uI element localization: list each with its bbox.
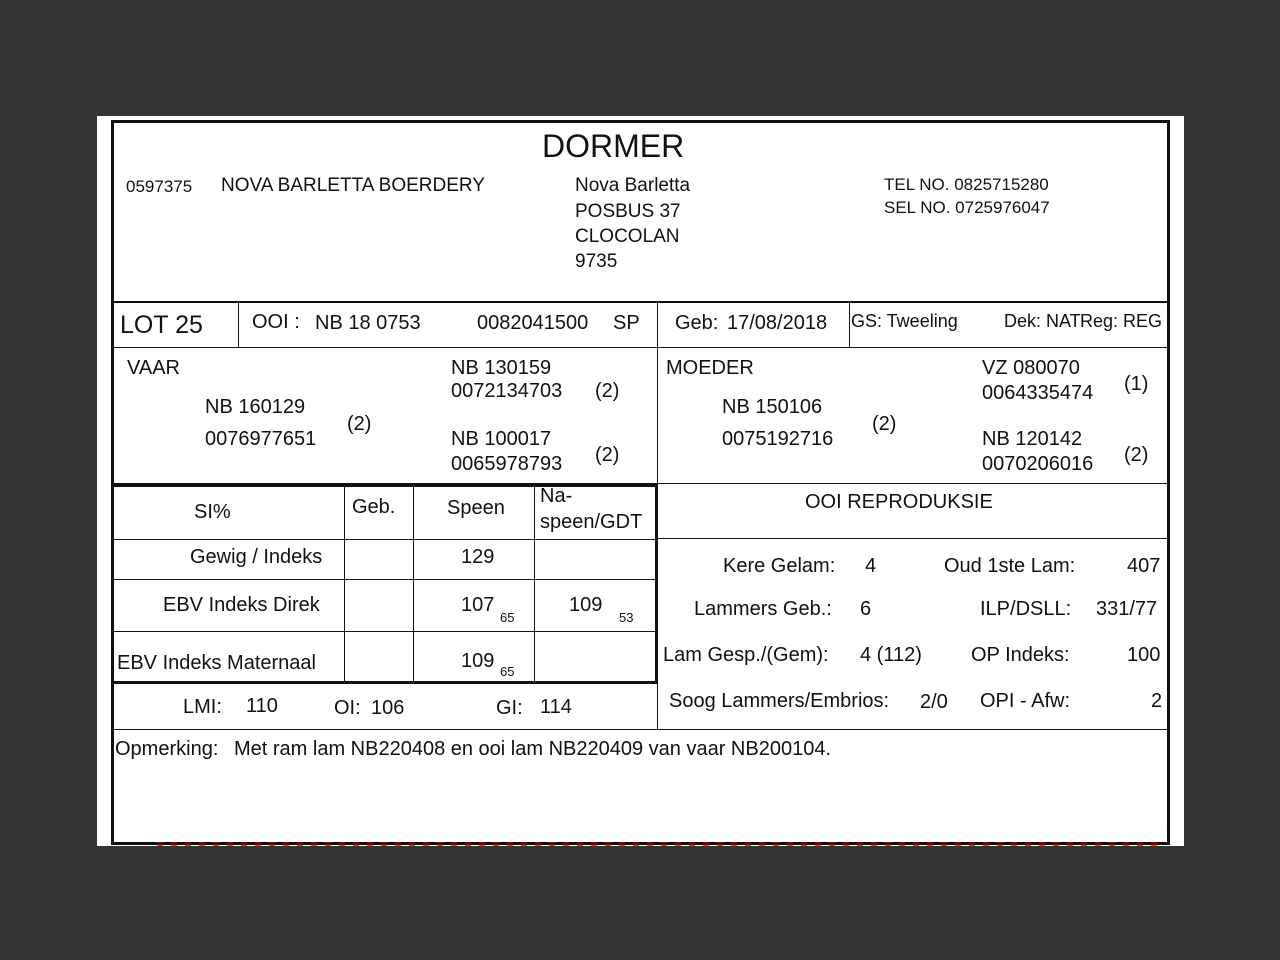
ilp-value: 331/77	[1096, 598, 1158, 620]
sel-number: SEL NO. 0725976047	[884, 198, 1050, 217]
maternaal-speen: 109	[461, 650, 495, 672]
vaar-sire-count: (2)	[595, 380, 620, 402]
address-line-4: 9735	[575, 251, 618, 272]
ooi-code: SP	[613, 312, 640, 334]
col-header-naspeen-2: speen/GDT	[540, 511, 643, 533]
row-label-gewig: Gewig / Indeks	[190, 546, 323, 568]
gs-status: GS: Tweeling	[851, 311, 958, 331]
lam-gesp-value: 4 (112)	[860, 644, 922, 666]
direk-speen-sub: 65	[500, 610, 515, 625]
owner-number: 0597375	[126, 177, 193, 196]
owner-name: NOVA BARLETTA BOERDERY	[221, 175, 485, 196]
lmi-value: 110	[246, 695, 278, 717]
oud-value: 407	[1127, 555, 1161, 577]
direk-naspeen: 109	[569, 594, 603, 616]
op-value: 100	[1127, 644, 1161, 666]
opmerking-label: Opmerking:	[115, 738, 219, 760]
vaar-dam-number: 0065978793	[451, 453, 563, 475]
moeder-dam-number: 0070206016	[982, 453, 1094, 475]
moeder-sire-count: (1)	[1124, 373, 1149, 395]
ooi-id: NB 18 0753	[315, 312, 421, 334]
address-line-3: CLOCOLAN	[575, 226, 680, 247]
row-label-direk: EBV Indeks Direk	[163, 594, 320, 616]
lot-card	[97, 116, 1184, 846]
kere-gelam-label: Kere Gelam:	[723, 555, 836, 577]
col-header-naspeen-1: Na-	[540, 485, 573, 507]
soog-label: Soog Lammers/Embrios:	[669, 690, 890, 712]
vaar-sire-number: 0072134703	[451, 380, 563, 402]
dek-status: Dek: NAT	[1004, 311, 1081, 331]
vaar-dam-id: NB 100017	[451, 428, 552, 450]
geb-label: Geb:	[675, 312, 719, 334]
maternaal-speen-sub: 65	[500, 664, 515, 679]
ooi-number: 0082041500	[477, 312, 589, 334]
vaar-sire-id: NB 130159	[451, 357, 552, 379]
breed-title: DORMER	[542, 128, 685, 164]
lam-gesp-label: Lam Gesp./(Gem):	[663, 644, 829, 666]
moeder-number: 0075192716	[722, 428, 834, 450]
vaar-dam-count: (2)	[595, 444, 620, 466]
reg-status: Reg: REG	[1080, 311, 1163, 331]
ilp-label: ILP/DSLL:	[980, 598, 1072, 620]
address-line-1: Nova Barletta	[575, 175, 691, 196]
kere-gelam-value: 4	[865, 555, 877, 577]
moeder-label: MOEDER	[666, 357, 754, 379]
col-header-si: SI%	[194, 501, 231, 523]
moeder-dam-id: NB 120142	[982, 428, 1083, 450]
lammers-geb-value: 6	[860, 598, 872, 620]
geb-date: 17/08/2018	[727, 312, 828, 334]
oi-value: 106	[371, 697, 405, 719]
cut-off-text-line	[157, 842, 1157, 846]
vaar-label: VAAR	[127, 357, 180, 379]
moeder-count: (2)	[872, 413, 897, 435]
opi-value: 2	[1151, 690, 1163, 712]
lmi-label: LMI:	[183, 696, 222, 718]
col-header-geb: Geb.	[352, 496, 396, 518]
reproduksie-title: OOI REPRODUKSIE	[805, 491, 993, 513]
ooi-label: OOI :	[252, 311, 300, 333]
vaar-count: (2)	[347, 413, 372, 435]
op-label: OP Indeks:	[971, 644, 1070, 666]
soog-value: 2/0	[920, 691, 948, 713]
oud-label: Oud 1ste Lam:	[944, 555, 1076, 577]
oi-label: OI:	[334, 697, 361, 719]
moeder-dam-count: (2)	[1124, 444, 1149, 466]
gi-label: GI:	[496, 697, 523, 719]
vaar-number: 0076977651	[205, 428, 317, 450]
tel-number: TEL NO. 0825715280	[884, 175, 1049, 194]
direk-naspeen-sub: 53	[619, 610, 634, 625]
gi-value: 114	[540, 696, 572, 718]
col-header-speen: Speen	[447, 497, 505, 519]
direk-speen: 107	[461, 594, 495, 616]
address-line-2: POSBUS 37	[575, 201, 681, 222]
lot-number: LOT 25	[120, 311, 203, 339]
opi-label: OPI - Afw:	[980, 690, 1071, 712]
vaar-id: NB 160129	[205, 396, 306, 418]
opmerking-text: Met ram lam NB220408 en ooi lam NB220409 van vaar NB200104.	[234, 738, 832, 760]
gewig-speen: 129	[461, 546, 495, 568]
row-label-maternaal: EBV Indeks Maternaal	[117, 652, 316, 674]
moeder-sire-id: VZ 080070	[982, 357, 1080, 379]
lammers-geb-label: Lammers Geb.:	[694, 598, 832, 620]
moeder-id: NB 150106	[722, 396, 823, 418]
moeder-sire-number: 0064335474	[982, 382, 1094, 404]
